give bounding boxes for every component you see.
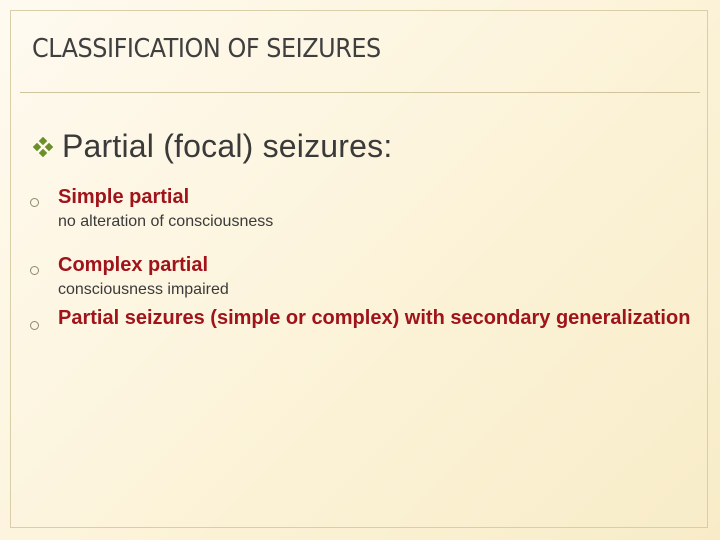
hollow-circle-bullet-icon <box>30 321 39 330</box>
list-item-description: no alteration of consciousness <box>58 213 274 230</box>
title-divider <box>20 92 700 93</box>
list-item-label: Complex partial <box>58 254 209 276</box>
slide-title: CLASSIFICATION OF SEIZURES <box>32 34 381 64</box>
list-item-label: Partial seizures (simple or complex) with secondary generalization <box>58 307 691 329</box>
heading-bullet <box>32 128 392 165</box>
list-item-description: consciousness impaired <box>58 281 229 298</box>
hollow-circle-bullet-icon <box>30 266 39 275</box>
list-item-label: Simple partial <box>58 186 190 208</box>
hollow-circle-bullet-icon <box>30 198 39 207</box>
diamond-checker-bullet-icon <box>32 137 54 157</box>
heading-bullet-text: Partial (focal) seizures: <box>62 128 393 164</box>
